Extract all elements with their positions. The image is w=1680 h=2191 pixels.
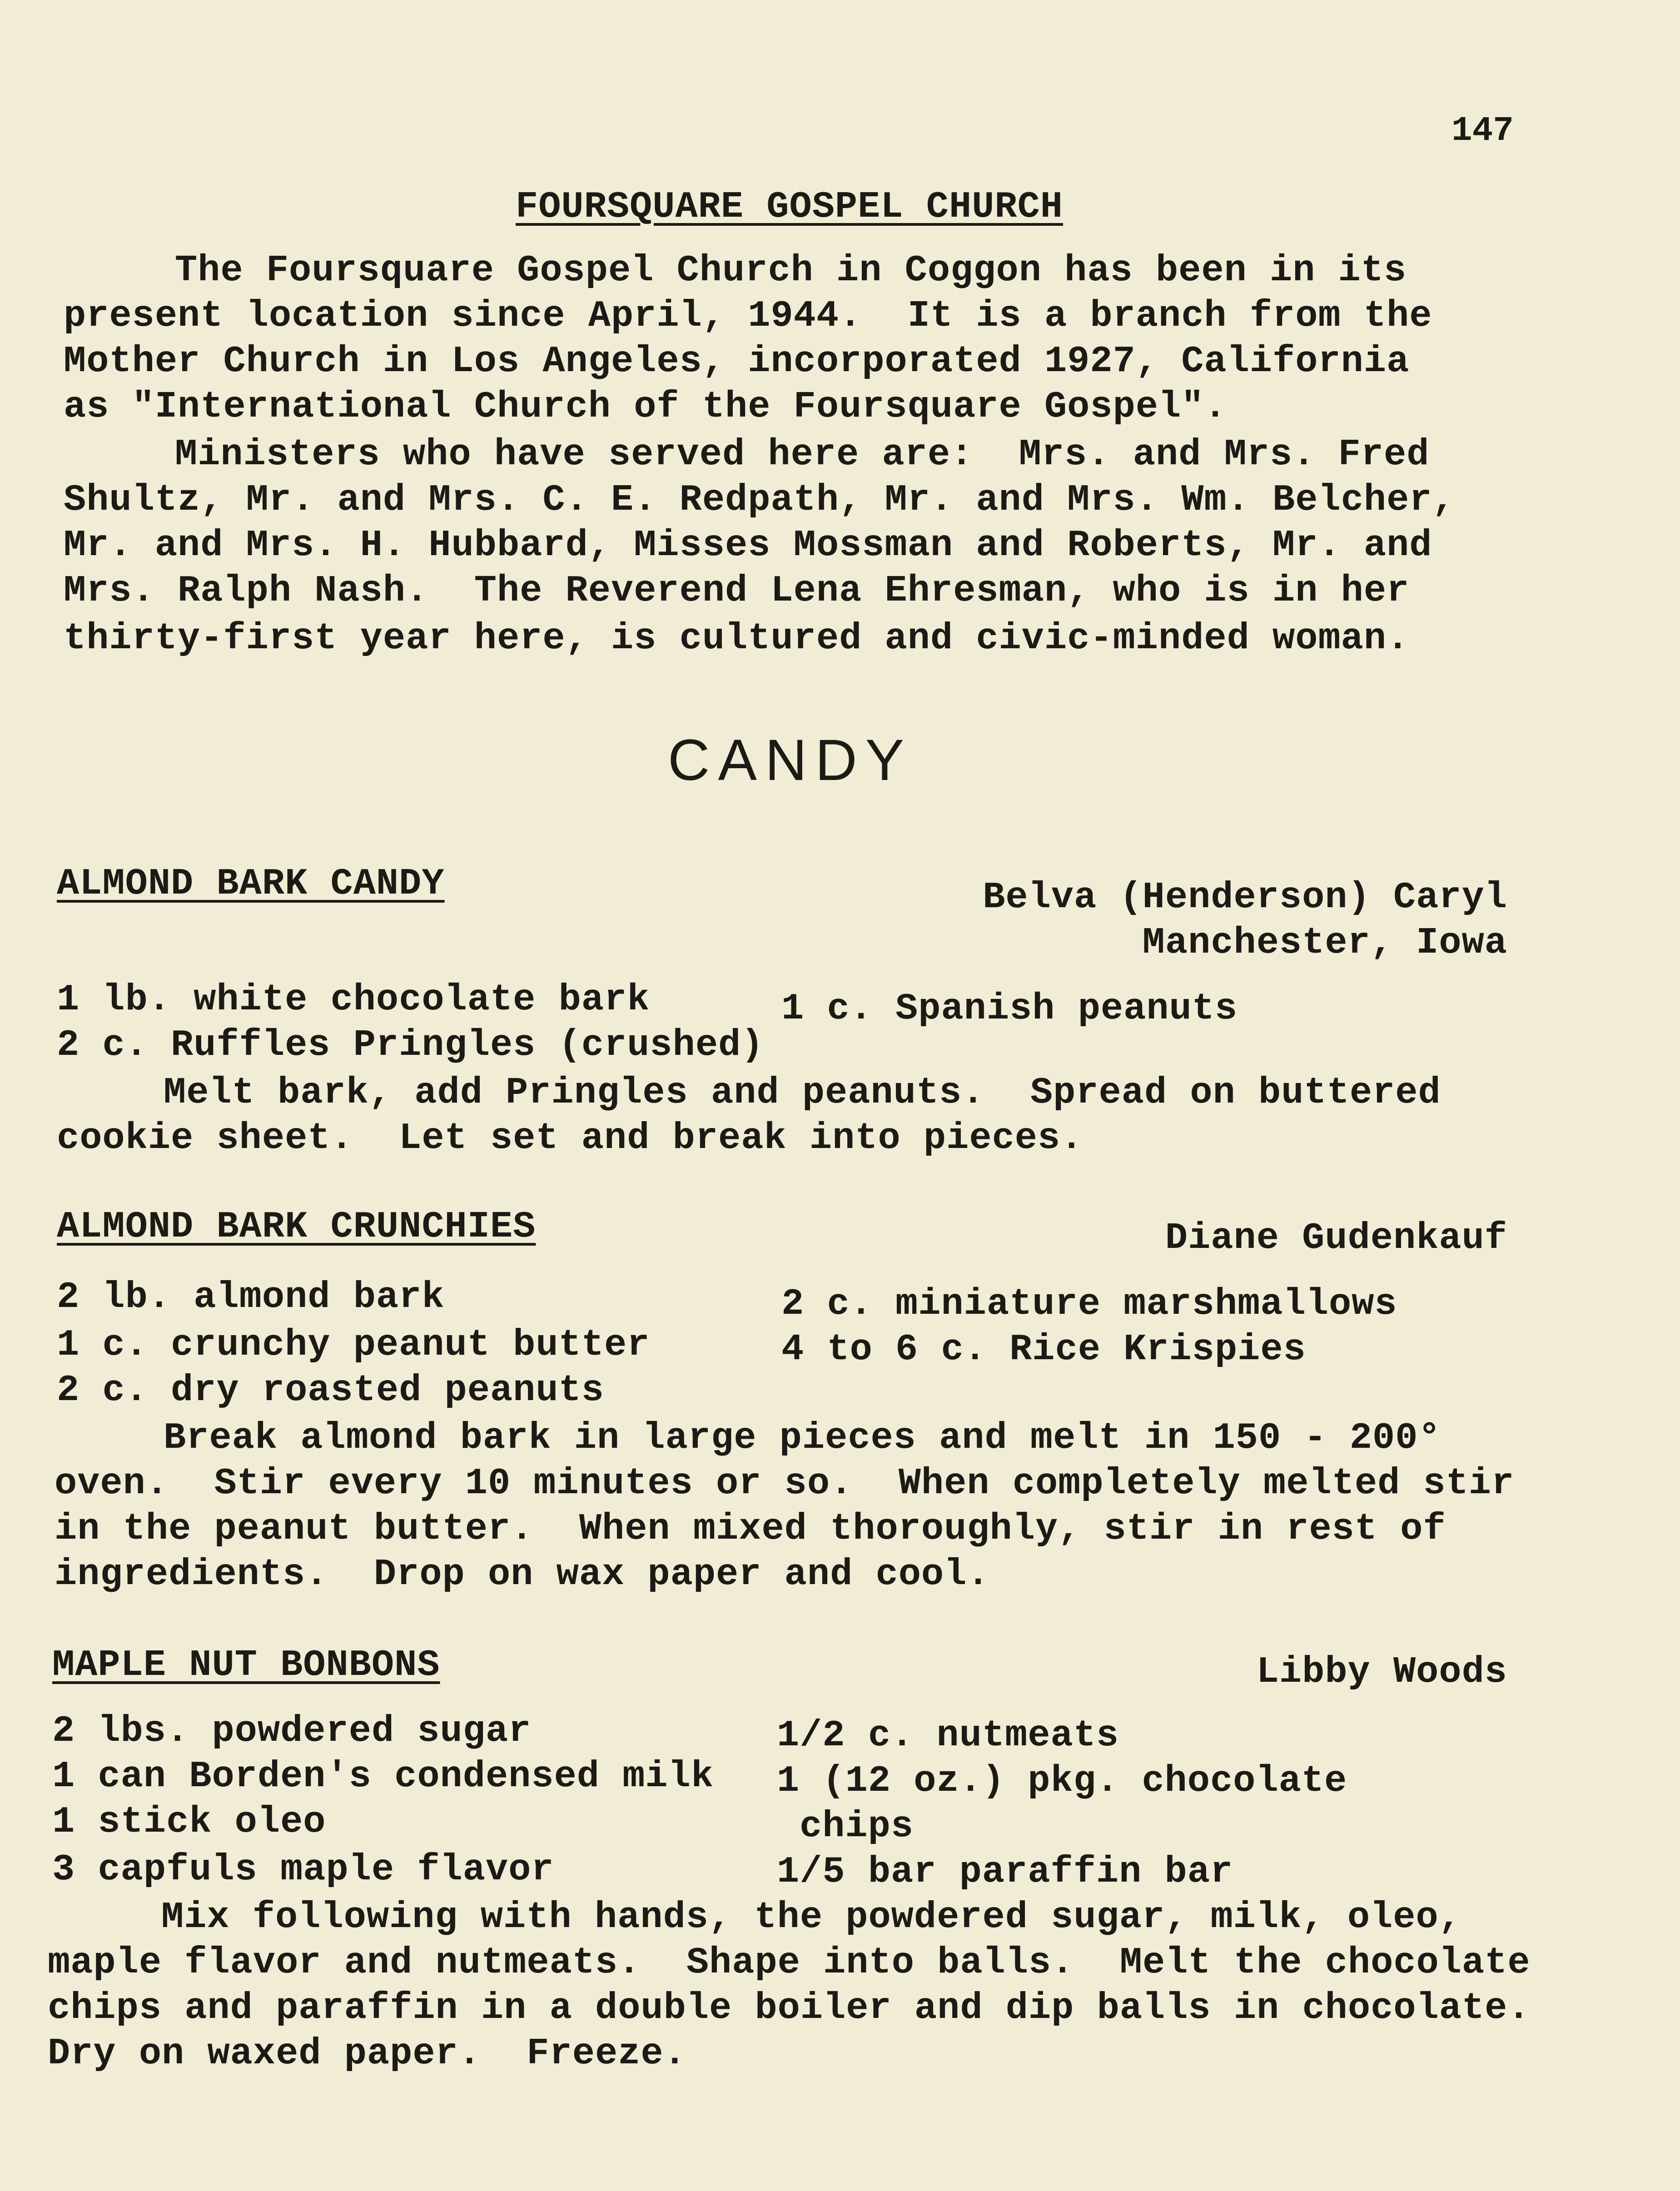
church-line: The Foursquare Gospel Church in Coggon has been in its <box>175 249 1407 292</box>
ingredient: 2 c. miniature marshmallows <box>781 1283 1397 1325</box>
ingredient: 1 c. crunchy peanut butter <box>57 1324 650 1366</box>
page-number: 147 <box>1451 111 1514 150</box>
church-line: thirty-first year here, is cultured and civic-minded woman. <box>64 617 1410 660</box>
church-title: FOURSQUARE GOSPEL CHURCH <box>516 186 1063 228</box>
ingredient: 2 c. dry roasted peanuts <box>57 1369 604 1411</box>
ingredient: 3 capfuls maple flavor <box>52 1848 554 1891</box>
direction-line: Dry on waxed paper. Freeze. <box>48 2032 686 2075</box>
church-line: as "International Church of the Foursquare Gospel". <box>64 386 1227 428</box>
ingredient: 2 lbs. powdered sugar <box>52 1710 532 1752</box>
recipe-author: Diane Gudenkauf <box>1165 1217 1507 1259</box>
recipe-title: ALMOND BARK CANDY <box>57 863 445 905</box>
recipe-title: ALMOND BARK CRUNCHIES <box>57 1206 536 1248</box>
section-title: CANDY <box>668 728 913 793</box>
ingredient: 1 can Borden's condensed milk <box>52 1755 714 1798</box>
ingredient: 1 stick oleo <box>52 1801 326 1843</box>
direction-line: Melt bark, add Pringles and peanuts. Spread on buttered <box>164 1072 1441 1114</box>
church-line: Mrs. Ralph Nash. The Reverend Lena Ehresman, who is in her <box>64 570 1410 612</box>
ingredient: 4 to 6 c. Rice Krispies <box>781 1328 1306 1371</box>
ingredient: 2 c. Ruffles Pringles (crushed) <box>57 1024 764 1066</box>
ingredient: 1/5 bar paraffin bar <box>777 1851 1233 1893</box>
direction-line: oven. Stir every 10 minutes or so. When completely melted stir <box>55 1462 1515 1505</box>
church-line: Mr. and Mrs. H. Hubbard, Misses Mossman and Roberts, Mr. and <box>64 524 1432 566</box>
church-line: Ministers who have served here are: Mrs. and Mrs. Fred <box>175 433 1430 476</box>
ingredient: 1 lb. white chocolate bark <box>57 979 650 1021</box>
recipe-title: MAPLE NUT BONBONS <box>52 1644 440 1686</box>
church-line: Mother Church in Los Angeles, incorporated 1927, California <box>64 340 1410 383</box>
direction-line: in the peanut butter. When mixed thoroughly, stir in rest of <box>55 1508 1446 1550</box>
direction-line: chips and paraffin in a double boiler and dip balls in chocolate. <box>48 1987 1531 2029</box>
ingredient: 1 (12 oz.) pkg. chocolate <box>777 1760 1347 1802</box>
ingredient: 1 c. Spanish peanuts <box>781 988 1238 1030</box>
direction-line: Mix following with hands, the powdered sugar, milk, oleo, <box>161 1896 1461 1938</box>
ingredient: 1/2 c. nutmeats <box>777 1714 1119 1757</box>
recipe-author: Belva (Henderson) Caryl <box>983 876 1507 919</box>
recipe-author-location: Manchester, Iowa <box>1142 922 1507 964</box>
direction-line: cookie sheet. Let set and break into pieces. <box>57 1117 1084 1159</box>
direction-line: maple flavor and nutmeats. Shape into balls. Melt the chocolate <box>48 1942 1531 1984</box>
direction-line: ingredients. Drop on wax paper and cool. <box>55 1553 990 1595</box>
ingredient: chips <box>800 1805 914 1848</box>
recipe-author: Libby Woods <box>1256 1651 1507 1693</box>
direction-line: Break almond bark in large pieces and melt in 150 - 200° <box>164 1417 1441 1459</box>
ingredient: 2 lb. almond bark <box>57 1276 445 1318</box>
church-line: present location since April, 1944. It is a branch from the <box>64 295 1432 337</box>
church-line: Shultz, Mr. and Mrs. C. E. Redpath, Mr. and Mrs. Wm. Belcher, <box>64 479 1455 521</box>
